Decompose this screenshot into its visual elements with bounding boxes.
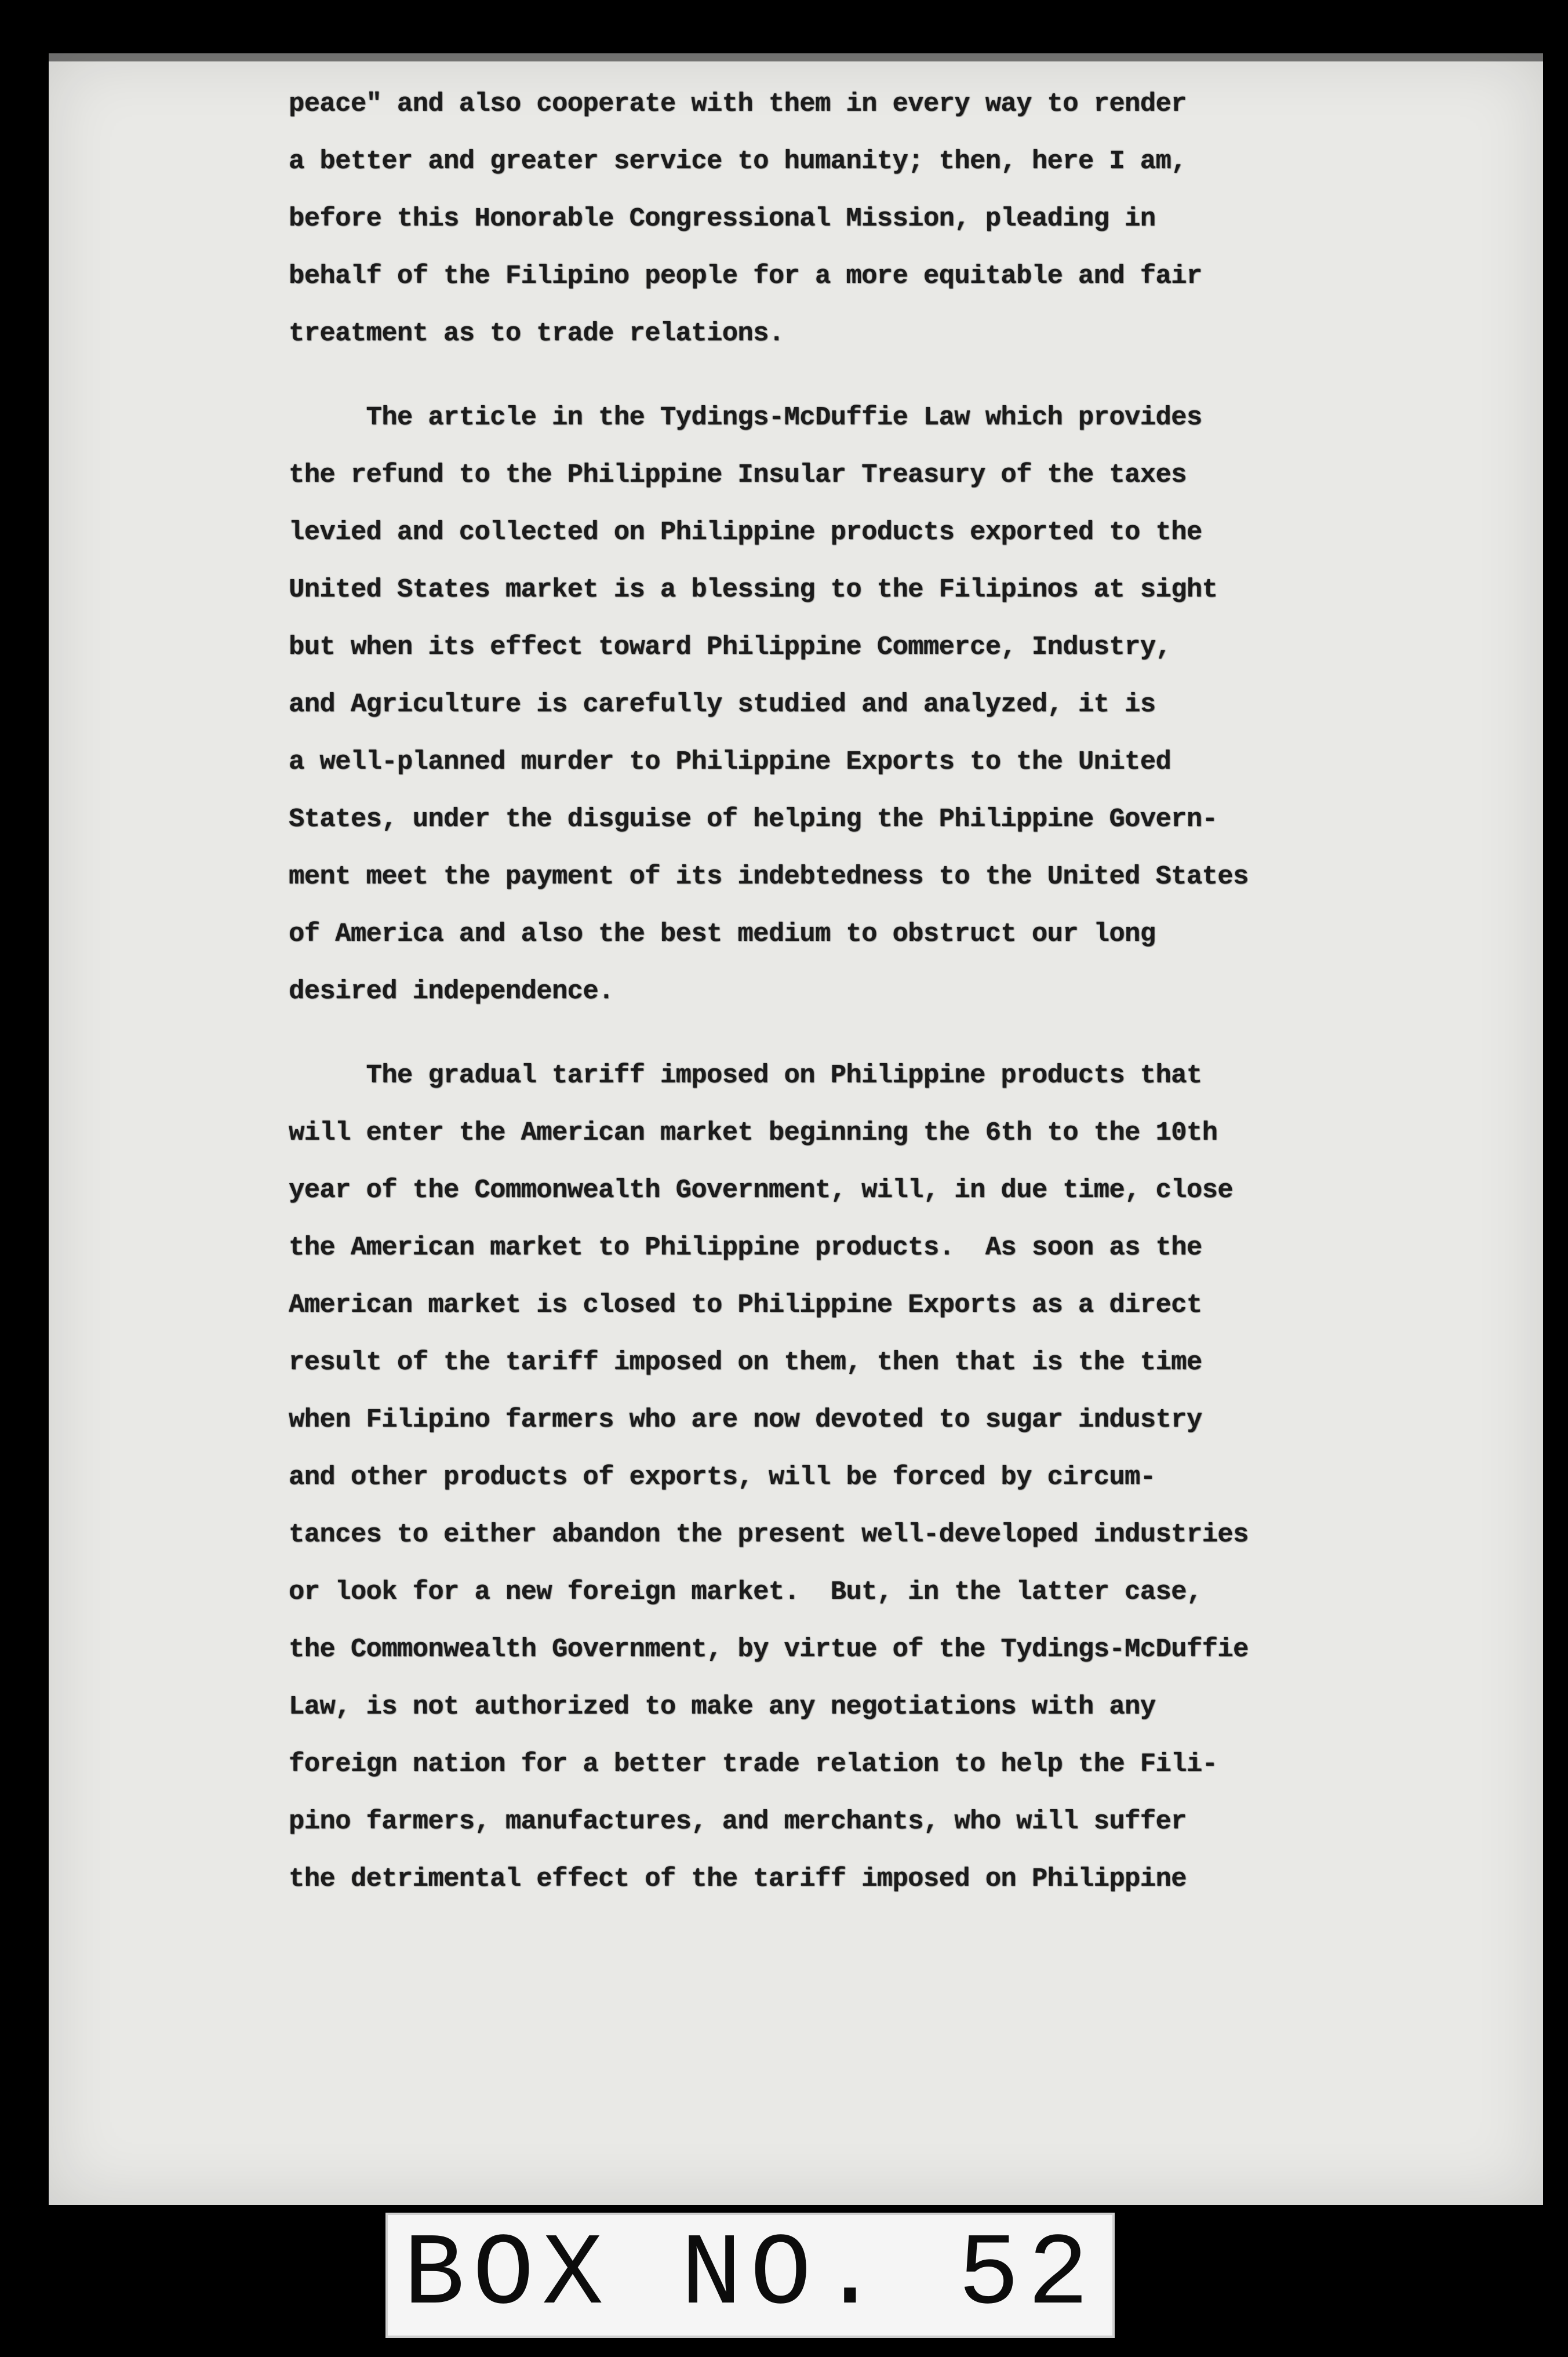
text-line: behalf of the Filipino people for a more equitable and fair xyxy=(289,261,1202,291)
paragraph-3 xyxy=(289,1047,1436,1908)
text-line: but when its effect toward Philippine Commerce, Industry, xyxy=(289,632,1172,662)
text-line: the American market to Philippine products. As soon as the xyxy=(289,1232,1202,1263)
text-line: a better and greater service to humanity; then, here I am, xyxy=(289,146,1187,176)
text-line: year of the Commonwealth Government, will, in due time, close xyxy=(289,1175,1233,1205)
text-line: before this Honorable Congressional Mission, pleading in xyxy=(289,203,1156,234)
text-line: will enter the American market beginning the 6th to the 10th xyxy=(289,1118,1218,1148)
text-line: United States market is a blessing to the Filipinos at sight xyxy=(289,574,1218,605)
text-line: treatment as to trade relations. xyxy=(289,318,784,348)
text-line: of America and also the best medium to obstruct our long xyxy=(289,919,1156,949)
text-line: pino farmers, manufactures, and merchants, who will suffer xyxy=(289,1806,1187,1836)
text-line: the Commonwealth Government, by virtue of the Tydings-McDuffie xyxy=(289,1634,1249,1664)
text-line: desired independence. xyxy=(289,976,614,1006)
text-line: the refund to the Philippine Insular Treasury of the taxes xyxy=(289,460,1187,490)
text-line: tances to either abandon the present well-developed industries xyxy=(289,1519,1249,1549)
text-line: The article in the Tydings-McDuffie Law which provides xyxy=(289,402,1202,432)
text-line: the detrimental effect of the tariff imposed on Philippine xyxy=(289,1864,1187,1894)
archive-box-label xyxy=(385,2213,1115,2338)
text-line: levied and collected on Philippine products exported to the xyxy=(289,517,1202,547)
paragraph-2 xyxy=(289,389,1436,1020)
text-line: when Filipino farmers who are now devoted to sugar industry xyxy=(289,1405,1202,1435)
text-line: peace" and also cooperate with them in every way to render xyxy=(289,89,1187,119)
text-line: and Agriculture is carefully studied and analyzed, it is xyxy=(289,689,1156,719)
text-line: The gradual tariff imposed on Philippine products that xyxy=(289,1060,1202,1090)
text-line: foreign nation for a better trade relation to help the Fili- xyxy=(289,1749,1218,1779)
typewritten-body xyxy=(289,75,1436,1908)
page-top-edge xyxy=(49,53,1543,61)
text-line: American market is closed to Philippine Exports as a direct xyxy=(289,1290,1202,1320)
text-line: ment meet the payment of its indebtedness to the United States xyxy=(289,861,1249,892)
paragraph-1 xyxy=(289,75,1436,362)
text-line: or look for a new foreign market. But, in the latter case, xyxy=(289,1577,1202,1607)
text-line: and other products of exports, will be forced by circum- xyxy=(289,1462,1156,1492)
text-line: Law, is not authorized to make any negotiations with any xyxy=(289,1692,1156,1722)
text-line: States, under the disguise of helping the Philippine Govern- xyxy=(289,804,1218,834)
text-line: a well-planned murder to Philippine Exports to the United xyxy=(289,747,1172,777)
box-number-label: BOX NO. 52 xyxy=(403,2217,1097,2333)
text-line: result of the tariff imposed on them, then that is the time xyxy=(289,1347,1202,1377)
